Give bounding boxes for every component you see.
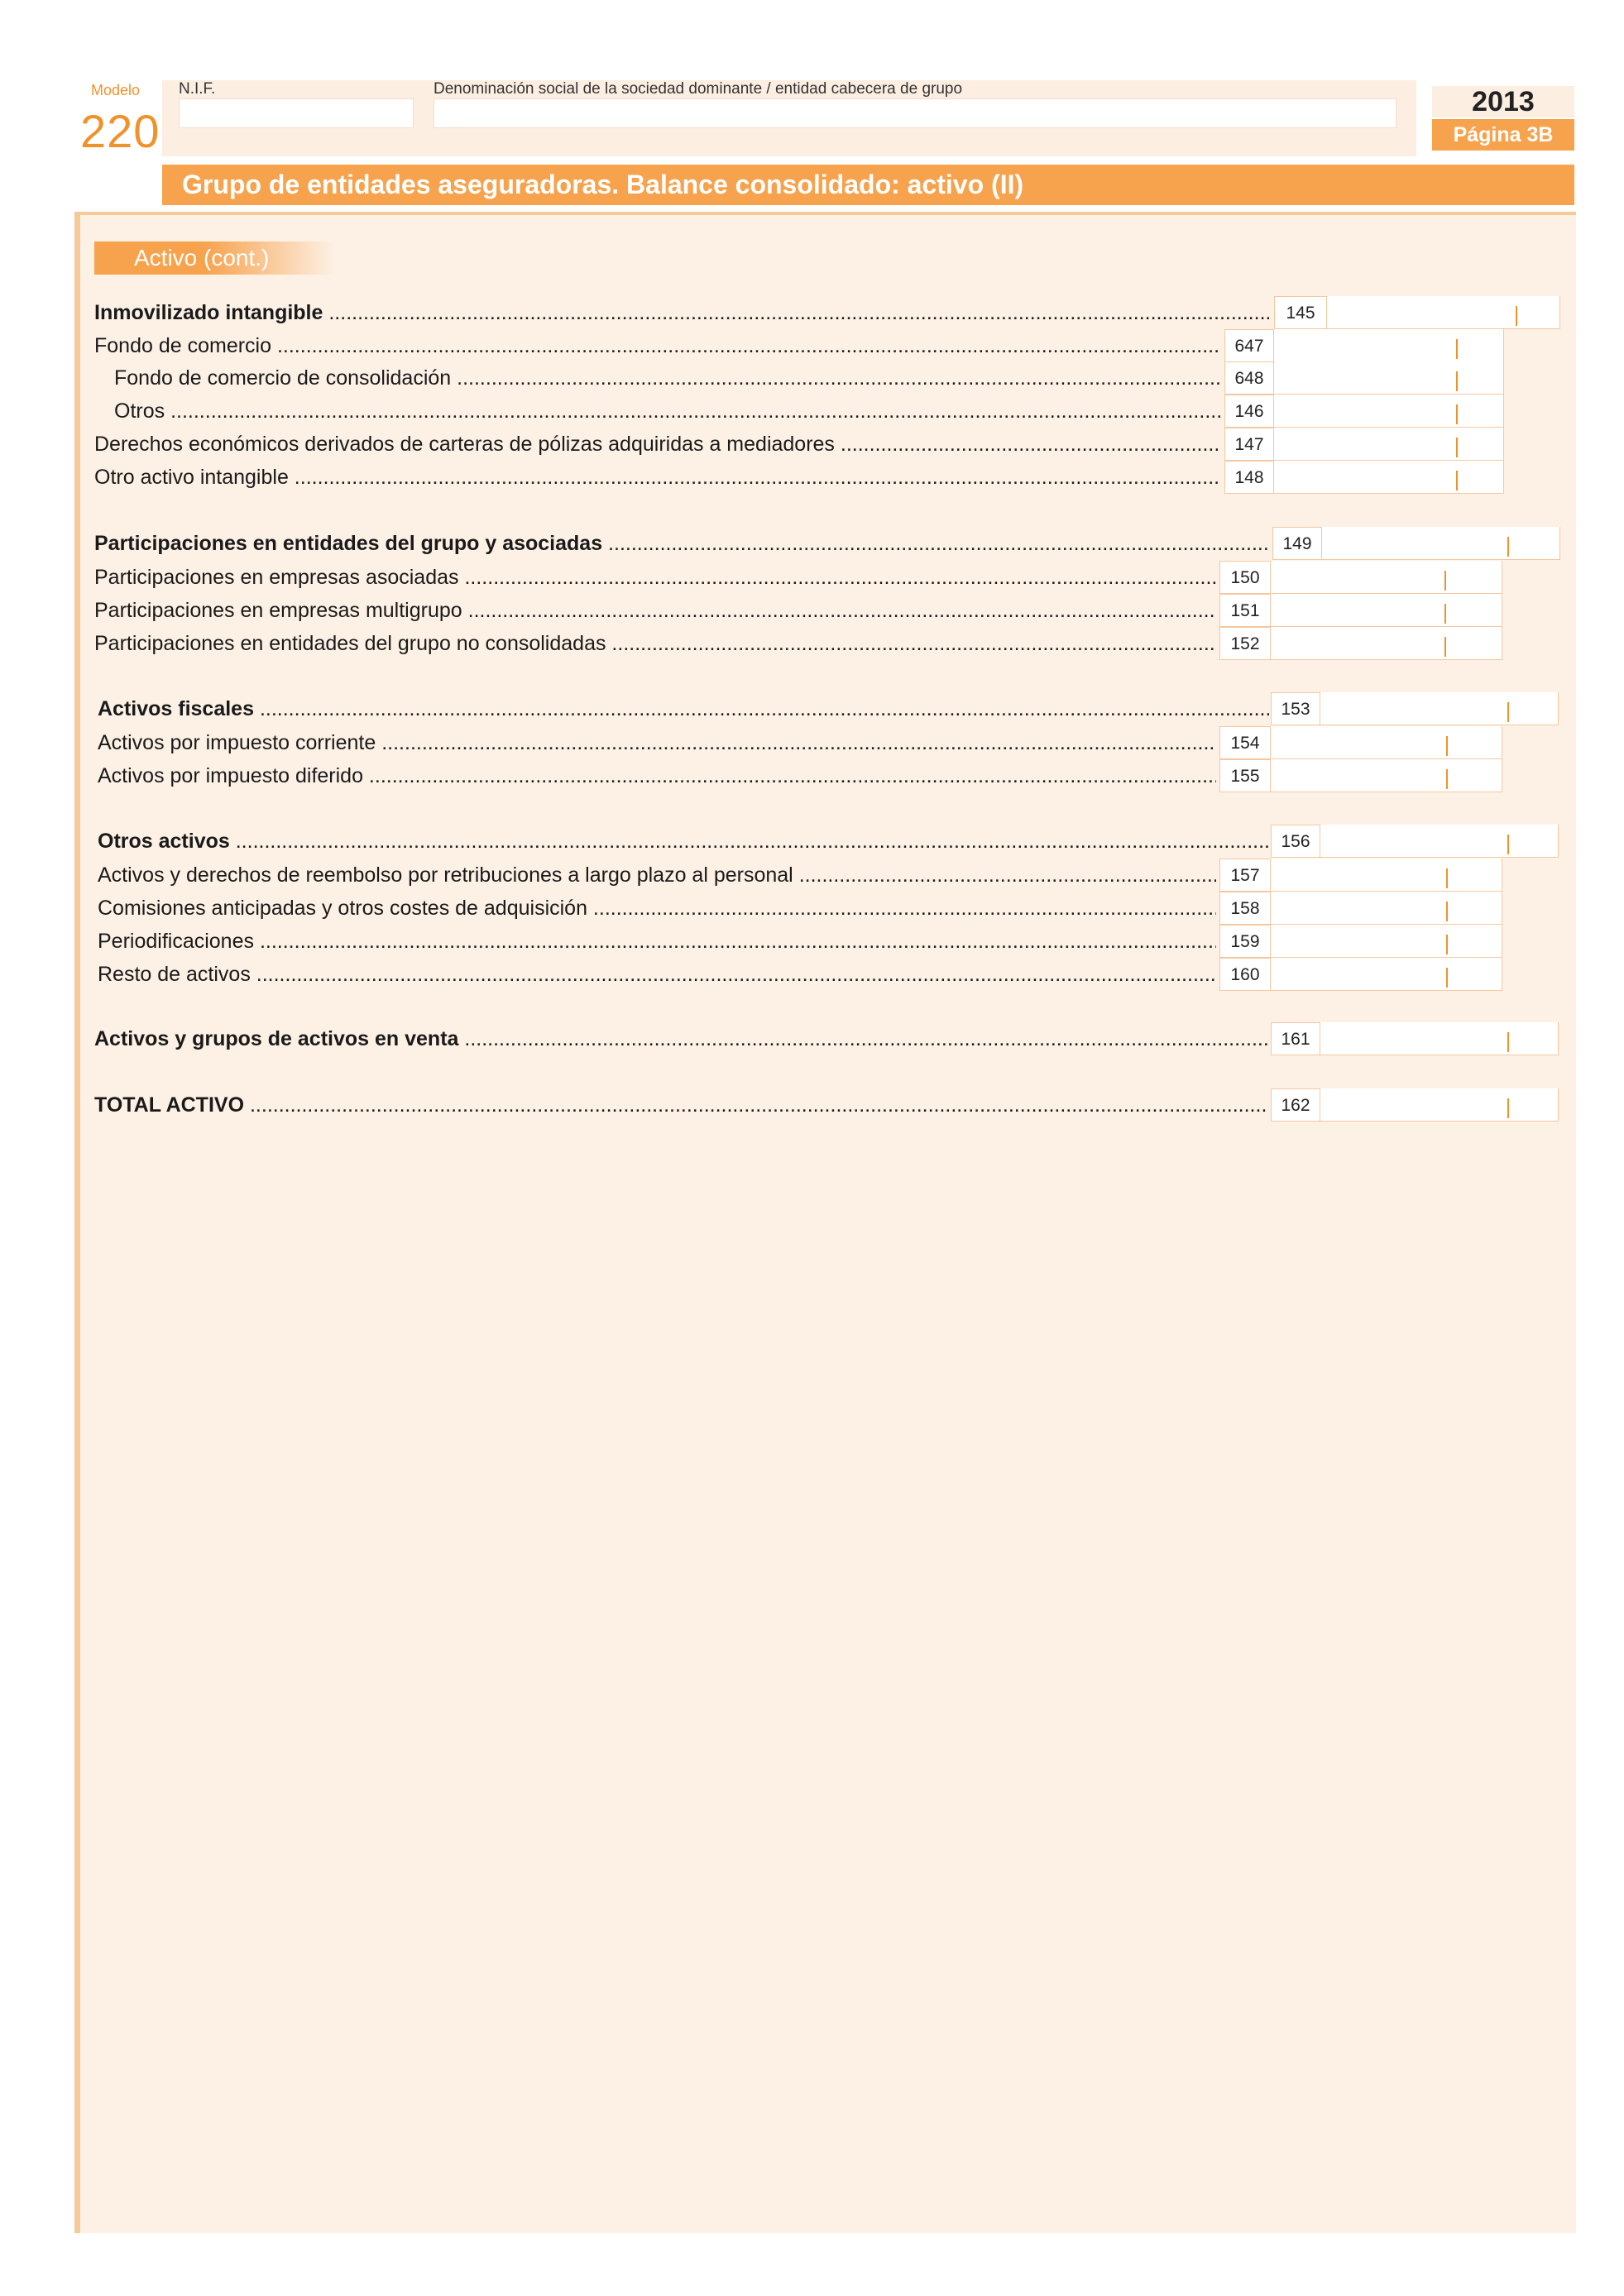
decimal-mark — [1444, 637, 1446, 657]
year-label: 2013 — [1432, 86, 1574, 117]
input-153[interactable] — [1320, 692, 1559, 725]
input-648[interactable] — [1274, 361, 1504, 395]
code-153: 153 — [1271, 692, 1320, 725]
modelo-number: 220 — [80, 105, 160, 157]
code-147: 147 — [1224, 428, 1274, 461]
code-150: 150 — [1219, 561, 1271, 594]
decimal-mark — [1456, 438, 1458, 457]
input-154[interactable] — [1271, 726, 1502, 759]
decimal-mark — [1444, 604, 1446, 624]
input-156[interactable] — [1320, 825, 1559, 858]
code-146: 146 — [1224, 395, 1274, 428]
row-label-147: Derechos económicos derivados de carteras de pólizas adquiridas a mediadores ..... — [94, 428, 1221, 461]
row-label-146: Otros ..... — [114, 395, 1221, 428]
input-155[interactable] — [1271, 759, 1502, 792]
decimal-mark — [1456, 339, 1458, 359]
page-title: Grupo de entidades aseguradoras. Balance consolidado: activo (II) — [162, 165, 1574, 205]
input-157[interactable] — [1271, 859, 1502, 892]
decimal-mark — [1446, 935, 1448, 954]
decimal-mark — [1446, 968, 1448, 988]
form-panel — [74, 212, 1576, 2233]
code-160: 160 — [1219, 958, 1271, 991]
decimal-mark — [1507, 835, 1509, 854]
row-label-161: Activos y grupos de activos en venta ..... — [94, 1022, 1267, 1055]
decimal-mark — [1507, 537, 1509, 557]
nif-label: N.I.F. — [179, 80, 216, 98]
code-159: 159 — [1219, 925, 1271, 958]
code-151: 151 — [1219, 594, 1271, 627]
input-158[interactable] — [1271, 892, 1502, 925]
code-148: 148 — [1224, 461, 1274, 494]
denominacion-field[interactable] — [434, 98, 1396, 128]
row-label-153: Activos fiscales ..... — [98, 692, 1269, 725]
row-label-157: Activos y derechos de reembolso por retribuciones a largo plazo al personal ..... — [98, 859, 1216, 892]
code-161: 161 — [1271, 1022, 1320, 1055]
code-145: 145 — [1274, 296, 1327, 329]
code-149: 149 — [1272, 527, 1322, 560]
decimal-mark — [1507, 702, 1509, 722]
decimal-mark — [1446, 736, 1448, 756]
input-152[interactable] — [1271, 627, 1502, 660]
input-160[interactable] — [1271, 958, 1502, 991]
decimal-mark — [1456, 404, 1458, 424]
row-label-145: Inmovilizado intangible ..... — [94, 296, 1269, 329]
code-152: 152 — [1219, 627, 1271, 660]
row-label-148: Otro activo intangible ..... — [94, 461, 1221, 494]
decimal-mark — [1456, 471, 1458, 490]
denominacion-label: Denominación social de la sociedad dominante / entidad cabecera de grupo — [434, 80, 963, 98]
decimal-mark — [1456, 371, 1458, 391]
input-151[interactable] — [1271, 594, 1502, 627]
code-155: 155 — [1219, 759, 1271, 792]
row-label-154: Activos por impuesto corriente ..... — [98, 726, 1216, 759]
decimal-mark — [1446, 902, 1448, 921]
input-647[interactable] — [1274, 329, 1504, 362]
code-158: 158 — [1219, 892, 1271, 925]
row-label-149: Participaciones en entidades del grupo y asociadas ..... — [94, 527, 1269, 560]
modelo-label: Modelo — [91, 82, 141, 98]
row-label-156: Otros activos ..... — [98, 825, 1269, 858]
input-146[interactable] — [1274, 395, 1504, 428]
row-label-152: Participaciones en entidades del grupo no consolidadas ..... — [94, 627, 1216, 660]
page-label: Página 3B — [1432, 119, 1574, 151]
input-161[interactable] — [1320, 1022, 1559, 1055]
code-154: 154 — [1219, 726, 1271, 759]
code-156: 156 — [1271, 825, 1320, 858]
row-label-150: Participaciones en empresas asociadas ..... — [94, 561, 1216, 594]
input-162[interactable] — [1320, 1088, 1559, 1122]
row-label-648: Fondo de comercio de consolidación ..... — [114, 361, 1221, 395]
code-647: 647 — [1224, 329, 1274, 362]
decimal-mark — [1507, 1098, 1509, 1118]
row-label-158: Comisiones anticipadas y otros costes de adquisición ..... — [98, 892, 1216, 925]
nif-field[interactable] — [179, 98, 414, 128]
header-identification — [162, 80, 1416, 156]
code-162: 162 — [1271, 1088, 1320, 1122]
row-label-647: Fondo de comercio ..... — [94, 329, 1221, 362]
row-label-162: TOTAL ACTIVO ..... — [94, 1088, 1267, 1122]
row-label-159: Periodificaciones ..... — [98, 925, 1216, 958]
section-tab: Activo (cont.) — [94, 242, 336, 275]
decimal-mark — [1444, 571, 1446, 591]
decimal-mark — [1516, 306, 1517, 326]
decimal-mark — [1446, 769, 1448, 789]
input-148[interactable] — [1274, 461, 1504, 494]
decimal-mark — [1446, 868, 1448, 888]
input-145[interactable] — [1327, 296, 1560, 329]
input-150[interactable] — [1271, 561, 1502, 594]
decimal-mark — [1507, 1032, 1509, 1052]
code-157: 157 — [1219, 859, 1271, 892]
input-159[interactable] — [1271, 925, 1502, 958]
row-label-151: Participaciones en empresas multigrupo ..... — [94, 594, 1216, 627]
input-147[interactable] — [1274, 428, 1504, 461]
input-149[interactable] — [1322, 527, 1560, 560]
row-label-155: Activos por impuesto diferido ..... — [98, 759, 1216, 792]
code-648: 648 — [1224, 361, 1274, 395]
row-label-160: Resto de activos ..... — [98, 958, 1216, 991]
